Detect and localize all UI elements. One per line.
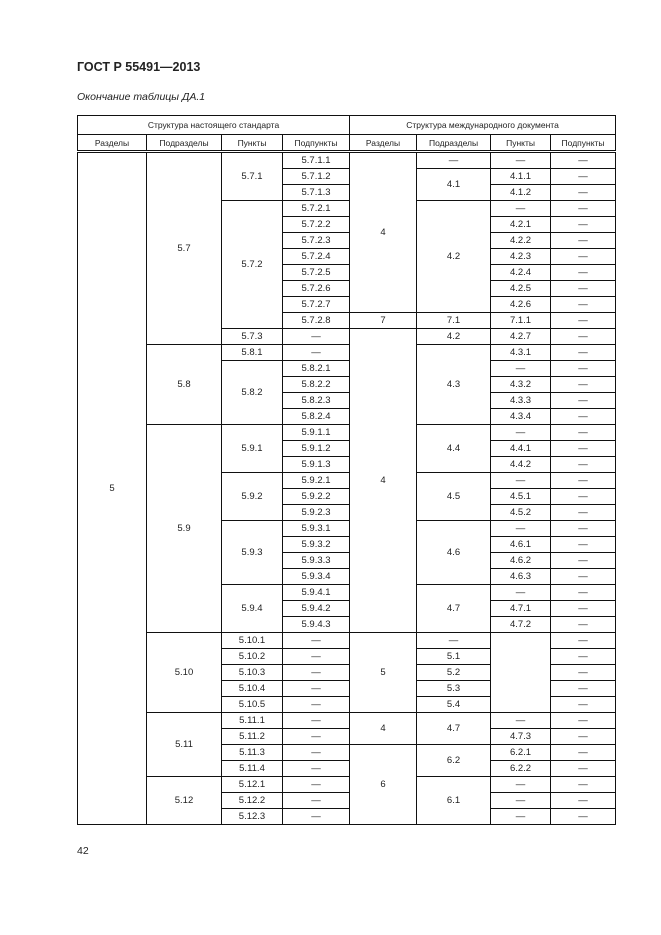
table-cell: 5.11.1 [222,713,283,729]
group-header-left: Структура настоящего стандарта [78,116,350,135]
table-cell: 5.7.2.5 [283,265,350,281]
table-cell: 4.1 [417,169,491,201]
page-number: 42 [77,845,89,857]
table-cell: 5 [78,152,147,825]
table-cell: — [551,233,616,249]
table-cell: 4.2.6 [491,297,551,313]
column-header: Подразделы [147,135,222,152]
table-cell: 5.3 [417,681,491,697]
table-cell: 4.6.3 [491,569,551,585]
table-row [78,633,616,649]
table-cell [491,633,551,713]
table-cell: — [551,713,616,729]
table-cell: 5.10.2 [222,649,283,665]
column-header: Пункты [222,135,283,152]
table-cell: 5.2 [417,665,491,681]
table-cell: 5.9.3.3 [283,553,350,569]
table-cell: 4.7 [417,713,491,745]
table-cell: 5.8.2 [222,361,283,425]
table-cell: 5.10.3 [222,665,283,681]
table-cell: — [283,793,350,809]
table-cell: 5.8.2.3 [283,393,350,409]
table-row [78,425,616,441]
table-cell: 5.8.2.4 [283,409,350,425]
table-cell: — [551,361,616,377]
table-cell: 6.2 [417,745,491,777]
table-cell: 4.1.1 [491,169,551,185]
table-cell: — [551,489,616,505]
table-cell: — [283,697,350,713]
table-cell: — [551,649,616,665]
table-cell: 5.7.2.4 [283,249,350,265]
table-cell: 4.5.2 [491,505,551,521]
table-cell: 5.9.1.2 [283,441,350,457]
table-cell: 4 [350,329,417,633]
table-cell: — [551,633,616,649]
table-cell: 5.11 [147,713,222,777]
table-cell: — [551,281,616,297]
table-cell: 5.11.3 [222,745,283,761]
table-cell: — [551,809,616,825]
table-cell: 4.7.2 [491,617,551,633]
table-cell: — [551,793,616,809]
table-cell: — [551,569,616,585]
table-cell: 4.4 [417,425,491,473]
table-cell: 5.7.1 [222,152,283,201]
table-cell: 5.8.2.2 [283,377,350,393]
table-cell: 5.10.1 [222,633,283,649]
table-cell: — [551,313,616,329]
table-row [78,713,616,729]
table-cell: — [283,761,350,777]
table-row [78,152,616,169]
table-cell: 4.2.3 [491,249,551,265]
table-cell: — [491,585,551,601]
table-cell: — [283,633,350,649]
table-cell: 5.9.3.2 [283,537,350,553]
table-cell: 4 [350,713,417,745]
table-cell: 5.9.4.1 [283,585,350,601]
table-row [78,345,616,361]
table-cell: 7 [350,313,417,329]
table-cell: 5.7.1.2 [283,169,350,185]
table-cell: — [417,152,491,169]
table-cell: 6.2.1 [491,745,551,761]
table-cell: 4.3.3 [491,393,551,409]
table-cell: — [491,521,551,537]
table-cell: 5.12.1 [222,777,283,793]
table-cell: — [551,201,616,217]
table-cell: 4 [350,152,417,313]
table-cell: — [283,329,350,345]
table-cell: 4.3.4 [491,409,551,425]
table-cell: 5.9.4.3 [283,617,350,633]
table-cell: 5.9 [147,425,222,633]
table-cell: — [491,809,551,825]
table-cell: 5.8.1 [222,345,283,361]
table-cell: — [551,457,616,473]
document-title: ГОСТ Р 55491—2013 [77,60,201,74]
table-cell: — [551,745,616,761]
table-cell: — [551,425,616,441]
table-cell: 5.12.2 [222,793,283,809]
table-cell: 5.1 [417,649,491,665]
table-cell: — [491,201,551,217]
table-cell: 5.9.2.2 [283,489,350,505]
table-cell: 5.11.4 [222,761,283,777]
table-cell: — [551,185,616,201]
table-cell: 5.7.3 [222,329,283,345]
table-cell: 4.6.1 [491,537,551,553]
table-cell: — [551,377,616,393]
table-cell: — [551,297,616,313]
table-cell: — [283,649,350,665]
table-cell: 4.2 [417,201,491,313]
table-cell: 5.7.2.7 [283,297,350,313]
table-cell: 5.9.1.1 [283,425,350,441]
table-cell: 5.12.3 [222,809,283,825]
table-cell: 4.5.1 [491,489,551,505]
column-header: Пункты [491,135,551,152]
table-cell: 4.3.2 [491,377,551,393]
table-cell: — [551,777,616,793]
table-cell: 5.7.2.3 [283,233,350,249]
table-cell: — [283,777,350,793]
table-cell: 5.4 [417,697,491,713]
table-cell: 5.9.1.3 [283,457,350,473]
table-cell: — [283,681,350,697]
column-header: Разделы [78,135,147,152]
table-cell: 5.9.2.1 [283,473,350,489]
table-cell: 5.9.2.3 [283,505,350,521]
table-cell: 4.5 [417,473,491,521]
column-header: Подпункты [283,135,350,152]
table-cell: 4.2.7 [491,329,551,345]
table-cell: 5.9.1 [222,425,283,473]
table-cell: — [551,441,616,457]
table-cell: 4.2 [417,329,491,345]
table-cell: 5.8.2.1 [283,361,350,377]
table-cell: 5.9.2 [222,473,283,521]
table-cell: 4.7.3 [491,729,551,745]
table-cell: — [491,361,551,377]
table-cell: — [551,473,616,489]
column-header: Разделы [350,135,417,152]
table-cell: 4.2.4 [491,265,551,281]
table-cell: — [283,729,350,745]
table-cell: 5.8 [147,345,222,425]
table-cell: 5.7.2 [222,201,283,329]
table-cell: — [551,601,616,617]
table-cell: — [551,169,616,185]
table-cell: 4.1.2 [491,185,551,201]
table-cell: — [551,665,616,681]
table-cell: — [551,265,616,281]
table-cell: — [491,793,551,809]
table-cell: 4.7.1 [491,601,551,617]
table-cell: — [551,729,616,745]
table-cell: — [283,809,350,825]
table-cell: 7.1.1 [491,313,551,329]
table-cell: 5.7.2.2 [283,217,350,233]
table-cell: — [417,633,491,649]
table-cell: — [551,761,616,777]
column-header: Подпункты [551,135,616,152]
table-cell: — [491,425,551,441]
table-cell: — [551,585,616,601]
table-cell: — [551,409,616,425]
table-cell: 5.7.1.1 [283,152,350,169]
table-cell: — [551,697,616,713]
table-cell: 5.10 [147,633,222,713]
table-cell: 5.7.2.8 [283,313,350,329]
table-cell: 4.2.1 [491,217,551,233]
table-cell: — [551,393,616,409]
table-row [78,777,616,793]
table-cell: 4.3.1 [491,345,551,361]
table-cell: 4.2.2 [491,233,551,249]
table-cell: 4.3 [417,345,491,425]
table-cell: — [283,713,350,729]
table-cell: 4.2.5 [491,281,551,297]
table-cell: 5 [350,633,417,713]
table-cell: — [551,553,616,569]
table-cell: — [491,473,551,489]
table-cell: 5.9.4.2 [283,601,350,617]
table-cell: 5.10.4 [222,681,283,697]
group-header-right: Структура международного документа [350,116,616,135]
table-cell: 4.4.2 [491,457,551,473]
table-cell: — [551,329,616,345]
table-cell: 4.7 [417,585,491,633]
table-cell: 5.9.3.1 [283,521,350,537]
table-cell: 6.2.2 [491,761,551,777]
table-cell: — [551,152,616,169]
table-cell: 5.9.4 [222,585,283,633]
table-cell: 5.10.5 [222,697,283,713]
table-cell: 7.1 [417,313,491,329]
table-cell: — [551,217,616,233]
table-caption: Окончание таблицы ДА.1 [77,91,206,103]
table-cell: — [491,152,551,169]
table-cell: — [551,249,616,265]
table-cell: — [551,617,616,633]
table-cell: 4.6 [417,521,491,585]
table-cell: — [283,745,350,761]
column-header: Подразделы [417,135,491,152]
table-cell: 5.7.2.6 [283,281,350,297]
table-cell: — [551,537,616,553]
table-cell: 4.6.2 [491,553,551,569]
table-cell: 6 [350,745,417,825]
table-cell: — [283,345,350,361]
table-cell: — [491,777,551,793]
table-cell: 5.11.2 [222,729,283,745]
table-cell: — [283,665,350,681]
table-cell: 5.12 [147,777,222,825]
table-cell: 5.9.3 [222,521,283,585]
table-cell: — [551,345,616,361]
table-cell: — [491,713,551,729]
table-cell: 5.7.1.3 [283,185,350,201]
table-cell: 5.9.3.4 [283,569,350,585]
table-cell: 4.4.1 [491,441,551,457]
table-cell: — [551,521,616,537]
table-cell: — [551,505,616,521]
table-cell: 5.7 [147,152,222,345]
table-cell: 5.7.2.1 [283,201,350,217]
table-cell: — [551,681,616,697]
correspondence-table [77,115,616,825]
table-cell: 6.1 [417,777,491,825]
